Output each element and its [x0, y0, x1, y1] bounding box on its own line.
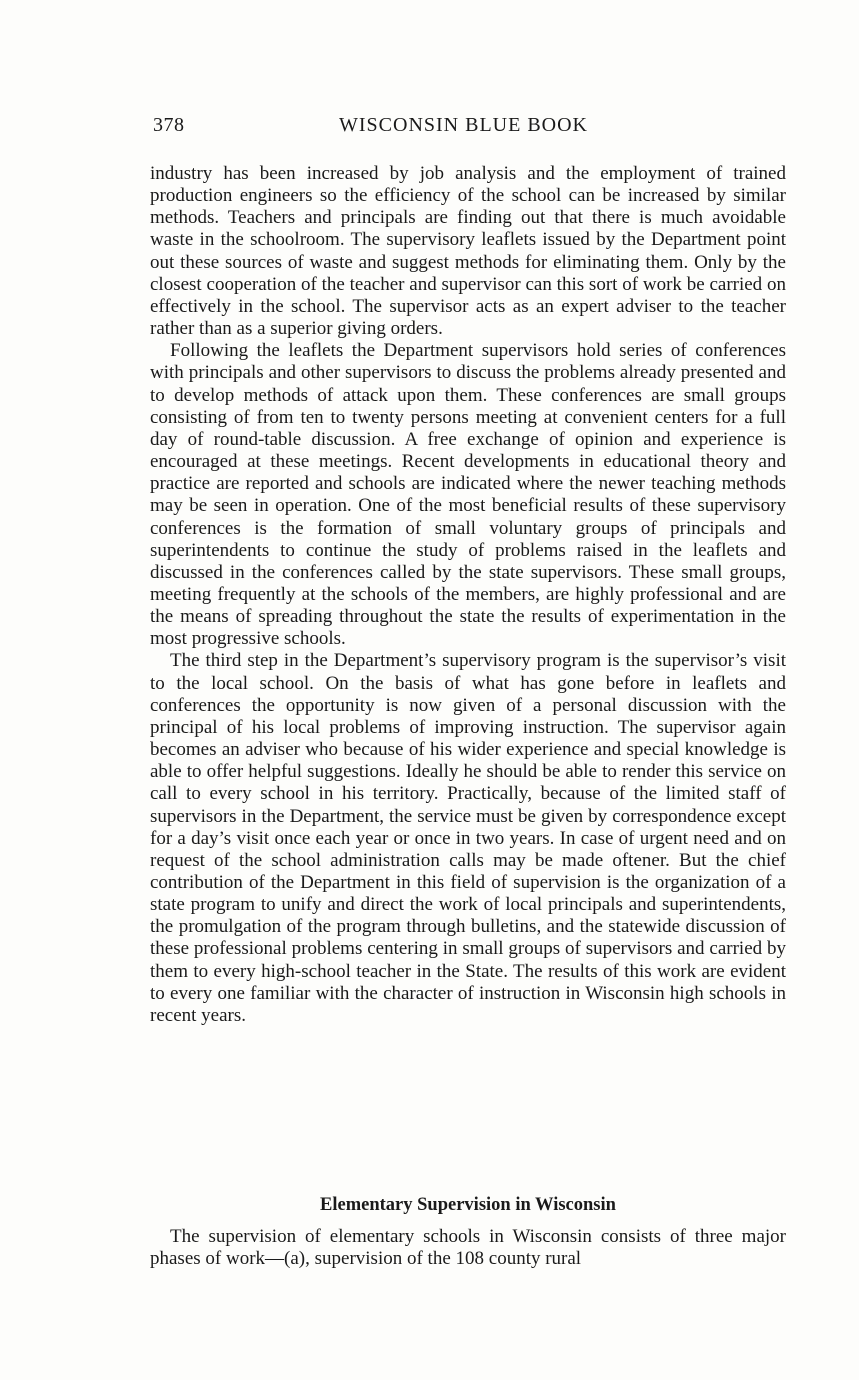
paragraph-elementary-supervision: The supervision of elementary schools in Wisconsin consists of three major phases of work—(a), supervision of the 108 county rural — [150, 1226, 786, 1270]
page-number: 378 — [153, 114, 185, 136]
paragraph-supervisor-visit: The third step in the Department’s supervisory program is the supervisor’s visit to the local school. On the basis of what has gone before in leaflets and conferences the opportunity is now given of a personal discussion with the principal of his local problems of improving instruction. The supervisor again becomes an adviser who because of his wider experience and special knowledge is able to offer helpful suggestions. Ideally he should be able to render this service on call to every school in his territory. Practically, because of the limited staff of supervisors in the Department, the service must be given by correspondence except for a day’s visit once each year or once in two years. In case of urgent need and on request of the school administration calls may be made oftener. But the chief contribution of the Department in this field of supervision is the organization of a state program to unify and direct the work of local principals and superintendents, the promulgation of the program through bulletins, and the statewide discussion of these professional problems centering in small groups of supervisors and carried by them to every high-school teacher in the State. The results of this work are evident to every one familiar with the character of instruction in Wisconsin high schools in recent years. — [150, 650, 786, 1026]
section-heading: Elementary Supervision in Wisconsin — [320, 1195, 616, 1215]
page-header — [153, 114, 785, 142]
running-head: WISCONSIN BLUE BOOK — [339, 114, 588, 136]
paragraph-conferences: Following the leaflets the Department supervisors hold series of conferences with principals and other supervisors to discuss the problems already presented and to develop methods of attack upon them. These conferences are small groups consisting of from ten to twenty persons meeting at convenient centers for a full day of round-table discussion. A free exchange of opinion and experience is encouraged at these meetings. Recent developments in educational theory and practice are reported and schools are indicated where the newer teaching methods may be seen in operation. One of the most beneficial results of these supervisory conferences is the formation of small voluntary groups of principals and superintendents to continue the study of problems raised in the leaflets and discussed in the conferences called by the state supervisors. These small groups, meeting frequently at the schools of the members, are highly professional and are the means of spreading throughout the state the results of experimentation in the most progressive schools. — [150, 340, 786, 650]
paragraph-continued: industry has been increased by job analysis and the employment of trained production engineers so the efficiency of the school can be increased by similar methods. Teachers and principals are finding out that there is much avoidable waste in the schoolroom. The supervisory leaflets issued by the Department point out these sources of waste and suggest methods for eliminating them. Only by the closest cooperation of the teacher and supervisor can this sort of work be carried on effectively in the school. The supervisor acts as an expert adviser to the teacher rather than as a superior giving orders. — [150, 163, 786, 340]
section-text — [150, 1226, 786, 1270]
body-text — [150, 163, 786, 1027]
